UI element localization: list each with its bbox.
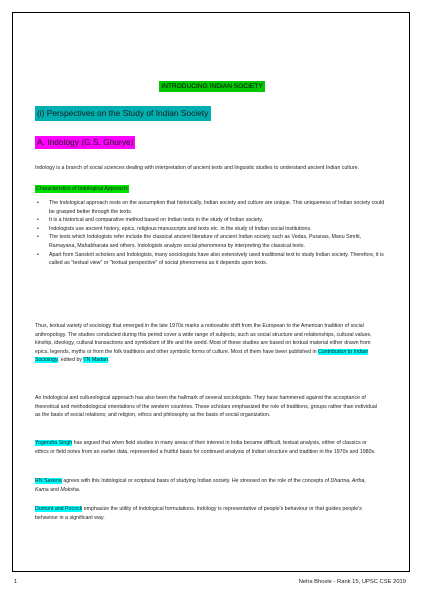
concepts-text: Dharma, Artha, Kama xyxy=(35,478,366,493)
scholar-name: RN Saxena xyxy=(35,478,62,484)
list-item xyxy=(35,233,385,250)
list-item xyxy=(35,225,385,234)
list-item xyxy=(35,216,385,225)
and-text: and xyxy=(48,486,61,493)
list-item-text: Apart from Sanskrit scholars and Indologists, many sociologists have also extensively used traditional text to study Indian society. Therefore, it is called as "textual view" or "textual perspective" of social phenomena as it depends upon texts. xyxy=(49,251,384,267)
list-item-text: Indologists use ancient history, epics, religious manuscripts and texts etc. in the study of Indian social institutions. xyxy=(49,225,312,232)
singh-text: has argued that when field studies in many areas of their interest in India became difficult, textual analysis, either of classics or ethics or field notes from an earlier data, represented a fruitful basis for continued analysis of Indian structure and tradition in the 1970s and 1980s. xyxy=(35,440,376,455)
document-page xyxy=(12,12,410,572)
bullet-icon: • xyxy=(37,225,39,232)
page-number: 1 xyxy=(14,579,18,585)
textual-paragraph-text: Thus, textual variety of sociology that emerged in the late 1970s marks a noticeable shift from the European to the American tradition of social anthropology. The studies conducted during this period cover a wide range of subjects, such as social structure and relationships, cultural values, kinship, ideology, cultural transactions and symbolism of life and the world. Most of these studies are based on textual material either drawn from epics, legends, myths or from the folk traditions and other symbolic forms of culture. Most of them have been published in xyxy=(35,323,372,355)
saxena-text: agrees with this Indological or scriptural basis of studying Indian society. He stressed on the role of the concepts of xyxy=(61,478,331,484)
journal-title: Contribution to Indian Sociology xyxy=(35,348,368,364)
bullet-icon: • xyxy=(37,251,39,258)
list-item xyxy=(35,199,385,216)
sentence-end: . xyxy=(107,357,110,364)
footer-credit: Neha Bhosle - Rank 15, UPSC CSE 2019 xyxy=(298,579,406,585)
title-wrap xyxy=(13,75,411,93)
list-item xyxy=(35,251,385,268)
saxena-paragraph xyxy=(35,477,381,494)
scholar-name: Dumont and Pocock xyxy=(35,506,83,512)
dumont-text: emphasize the utility of Indological formulations. Indology is representative of people's behaviour or that guides people's behaviour in a significant way. xyxy=(35,506,362,521)
characteristics-heading: Characteristics of Indological Approach: xyxy=(36,186,129,192)
list-item-text: It is a historical and comparative method based on Indian texts in the study of Indian society. xyxy=(49,217,264,224)
list-item-text: The texts which Indologists refer include the classical ancient literature of ancient Indian society such as Vedas, Puranas, Manu Smriti, Ramayana, Mahabharata and others. Indologists analyze social phenomena by interpreting the classical texts. xyxy=(49,234,361,249)
characteristics-list xyxy=(35,199,385,268)
bullet-icon: • xyxy=(37,200,39,206)
bullet-icon: • xyxy=(37,217,39,224)
sentence-end: . xyxy=(78,486,81,493)
list-item-text: The Indological approach rests on the assumption that historically, Indian society and culture are unique. This uniqueness of Indian society could be grasped better through the texts. xyxy=(49,200,385,215)
dumont-paragraph xyxy=(35,505,381,522)
document-title: INTRODUCING INDIAN SOCIETY xyxy=(161,83,263,90)
scholar-name: Yogendra Singh xyxy=(35,440,73,446)
indological-paragraph: An Indological and culturological approach has also been the hallmark of several sociologists. They have hammered against the acceptance of theoretical and methodological orientations of the western countries. These scholars emphasized the role of traditions, groups rather than individual as the basis of social relations; and religion, ethics and philosophy as the basis of social organization. xyxy=(35,395,377,419)
section-heading-indology: A. Indology (G.S. Ghurye) xyxy=(37,137,134,147)
bullet-icon: • xyxy=(37,234,39,241)
intro-paragraph: Indology is a branch of social sciences dealing with interpretation of ancient texts and linguistic studies to understand ancient Indian culture. xyxy=(35,165,359,171)
textual-paragraph xyxy=(35,322,381,365)
editor-name: TN Madan xyxy=(83,357,108,364)
last-concept-text: Moksha xyxy=(60,486,79,493)
edited-by-text: , edited by xyxy=(57,357,84,364)
singh-paragraph xyxy=(35,439,381,456)
part-heading: (i) Perspectives on the Study of Indian Society xyxy=(35,106,211,121)
